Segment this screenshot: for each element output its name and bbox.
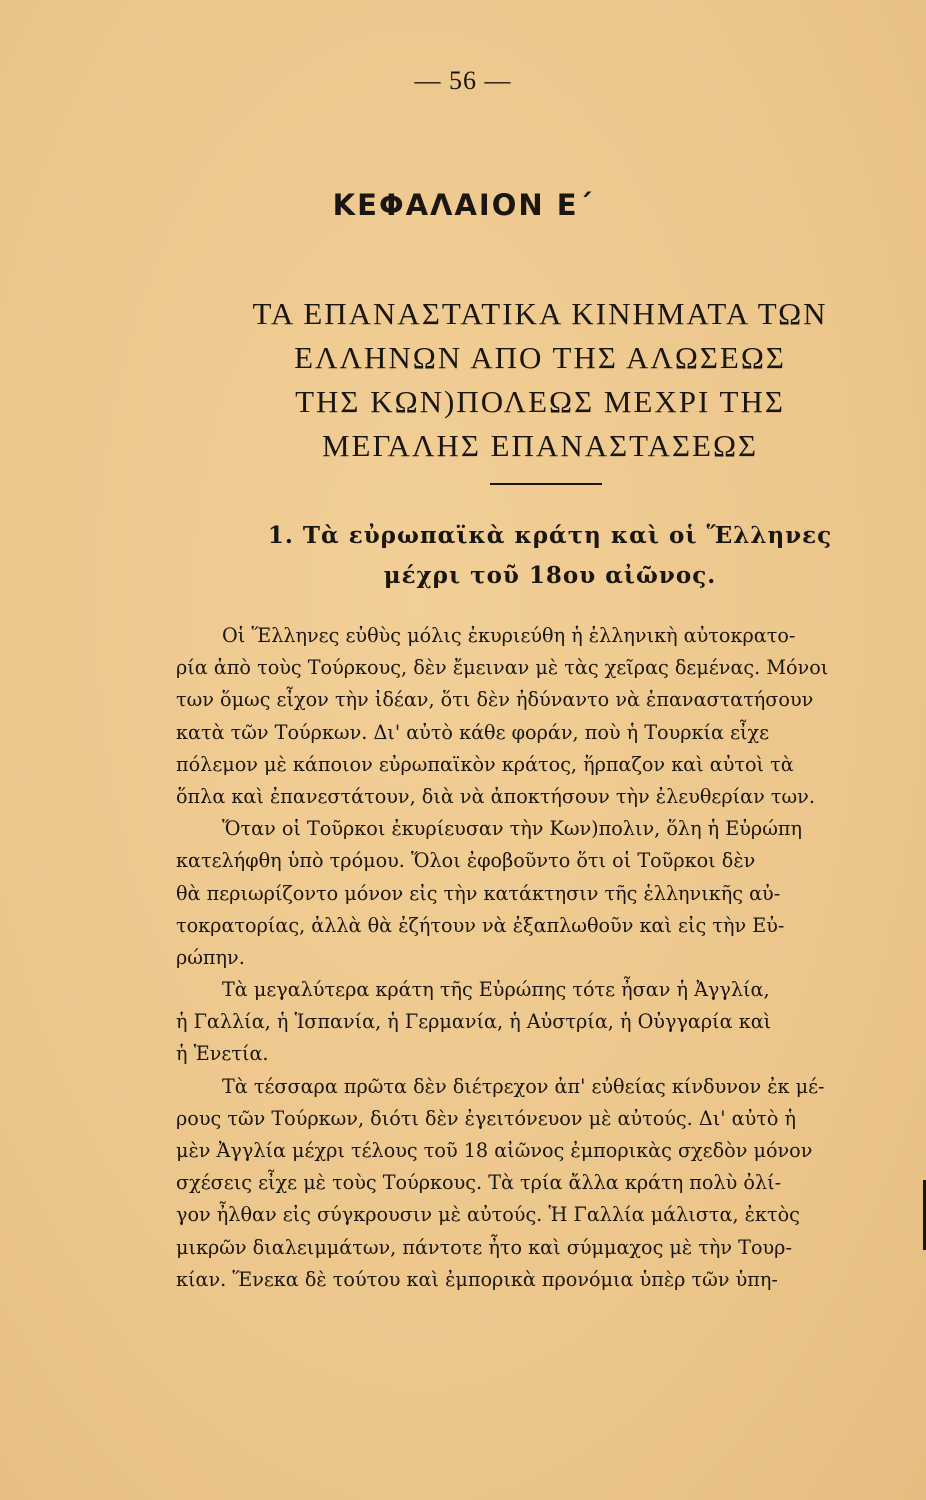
body-line: ἡ Γαλλία, ἡ Ἱσπανία, ἡ Γερμανία, ἡ Αὐστρία, ἡ Οὐγγαρία καὶ: [176, 1010, 772, 1034]
section-heading-line: 1. Τὰ εὐρωπαϊκὰ κράτη καὶ οἱ Ἕλληνες: [267, 522, 833, 549]
body-line: μὲν Ἀγγλία μέχρι τέλους τοῦ 18 αἰῶνος ἐμπορικὰς σχεδὸν μόνον: [176, 1139, 813, 1162]
section-heading: [230, 516, 870, 596]
body-line: Τὰ μεγαλύτερα κράτη τῆς Εὐρώπης τότε ἦσαν ἡ Ἀγγλία,: [222, 978, 770, 1002]
chapter-title-line: ΤΑ ΕΠΑΝΑΣΤΑΤΙΚΑ ΚΙΝΗΜΑΤΑ ΤΩΝ: [252, 296, 828, 331]
chapter-title-line: ΜΕΓΑΛΗΣ ΕΠΑΝΑΣΤΑΣΕΩΣ: [321, 428, 759, 463]
body-line: σχέσεις εἶχε μὲ τοὺς Τούρκους. Τὰ τρία ἄλλα κράτη πολὺ ὀλί-: [176, 1171, 782, 1195]
chapter-title-line: ΕΛΛΗΝΩΝ ΑΠΟ ΤΗΣ ΑΛΩΣΕΩΣ: [294, 340, 786, 375]
body-line: μικρῶν διαλειμμάτων, πάντοτε ἦτο καὶ σύμμαχος μὲ τὴν Τουρ-: [176, 1235, 792, 1259]
body-line: Οἱ Ἕλληνες εὐθὺς μόλις ἐκυριεύθη ἡ ἑλληνικὴ αὐτοκρατο-: [222, 624, 796, 647]
page-number: — 56 —: [414, 66, 512, 95]
body-line: τοκρατορίας, ἀλλὰ θὰ ἐζήτουν νὰ ἐξαπλωθοῦν καὶ εἰς τὴν Εὐ-: [176, 913, 785, 937]
body-line: Ὅταν οἱ Τοῦρκοι ἐκυρίευσαν τὴν Κων)πολιν, ὅλη ἡ Εὐρώπη: [222, 817, 802, 841]
body-line: Τὰ τέσσαρα πρῶτα δὲν διέτρεχον ἀπ' εὐθείας κίνδυνον ἐκ μέ-: [222, 1074, 825, 1098]
body-line: ρους τῶν Τούρκων, διότι δὲν ἐγειτόνευον μὲ αὐτούς. Δι' αὐτὸ ἡ: [176, 1106, 797, 1130]
section-heading-line: μέχρι τοῦ 18ου αἰῶνος.: [383, 562, 717, 589]
body-line: των ὅμως εἶχον τὴν ἰδέαν, ὅτι δὲν ἠδύναντο νὰ ἐπαναστατήσουν: [176, 688, 814, 712]
body-line: γον ἦλθαν εἰς σύγκρουσιν μὲ αὐτούς. Ἡ Γαλλία μάλιστα, ἐκτὸς: [176, 1203, 800, 1227]
body-line: πόλεμον μὲ κάποιον εὐρωπαϊκὸν κράτος, ἥρπαζον καὶ αὐτοὶ τὰ: [176, 752, 794, 776]
body-line: ὅπλα καὶ ἐπανεστάτουν, διὰ νὰ ἀποκτήσουν τὴν ἐλευθερίαν των.: [176, 784, 815, 808]
body-line: ρώπην.: [176, 945, 245, 969]
divider-rule: [490, 483, 602, 485]
body-line: ἡ Ἑνετία.: [176, 1042, 269, 1066]
body-line: θὰ περιωρίζοντο μόνον εἰς τὴν κατάκτησιν τῆς ἑλληνικῆς αὐ-: [176, 881, 781, 905]
body-line: κατὰ τῶν Τούρκων. Δι' αὐτὸ κάθε φοράν, ποὺ ἡ Τουρκία εἶχε: [176, 720, 770, 744]
body-text: [176, 620, 918, 1296]
body-line: ρία ἀπὸ τοὺς Τούρκους, δὲν ἔμειναν μὲ τὰς χεῖρας δεμένας. Μόνοι: [176, 656, 829, 680]
body-line: κατελήφθη ὑπὸ τρόμου. Ὅλοι ἐφοβοῦντο ὅτι οἱ Τοῦρκοι δὲν: [176, 849, 756, 873]
chapter-label: ΚΕΦΑΛΑΙΟΝ Ε΄: [332, 188, 594, 222]
chapter-title-line: ΤΗΣ ΚΩΝ)ΠΟΛΕΩΣ ΜΕΧΡΙ ΤΗΣ: [295, 384, 785, 419]
chapter-title: [150, 292, 926, 468]
body-line: κίαν. Ἕνεκα δὲ τούτου καὶ ἐμπορικὰ προνόμια ὑπὲρ τῶν ὑπη-: [176, 1267, 778, 1291]
